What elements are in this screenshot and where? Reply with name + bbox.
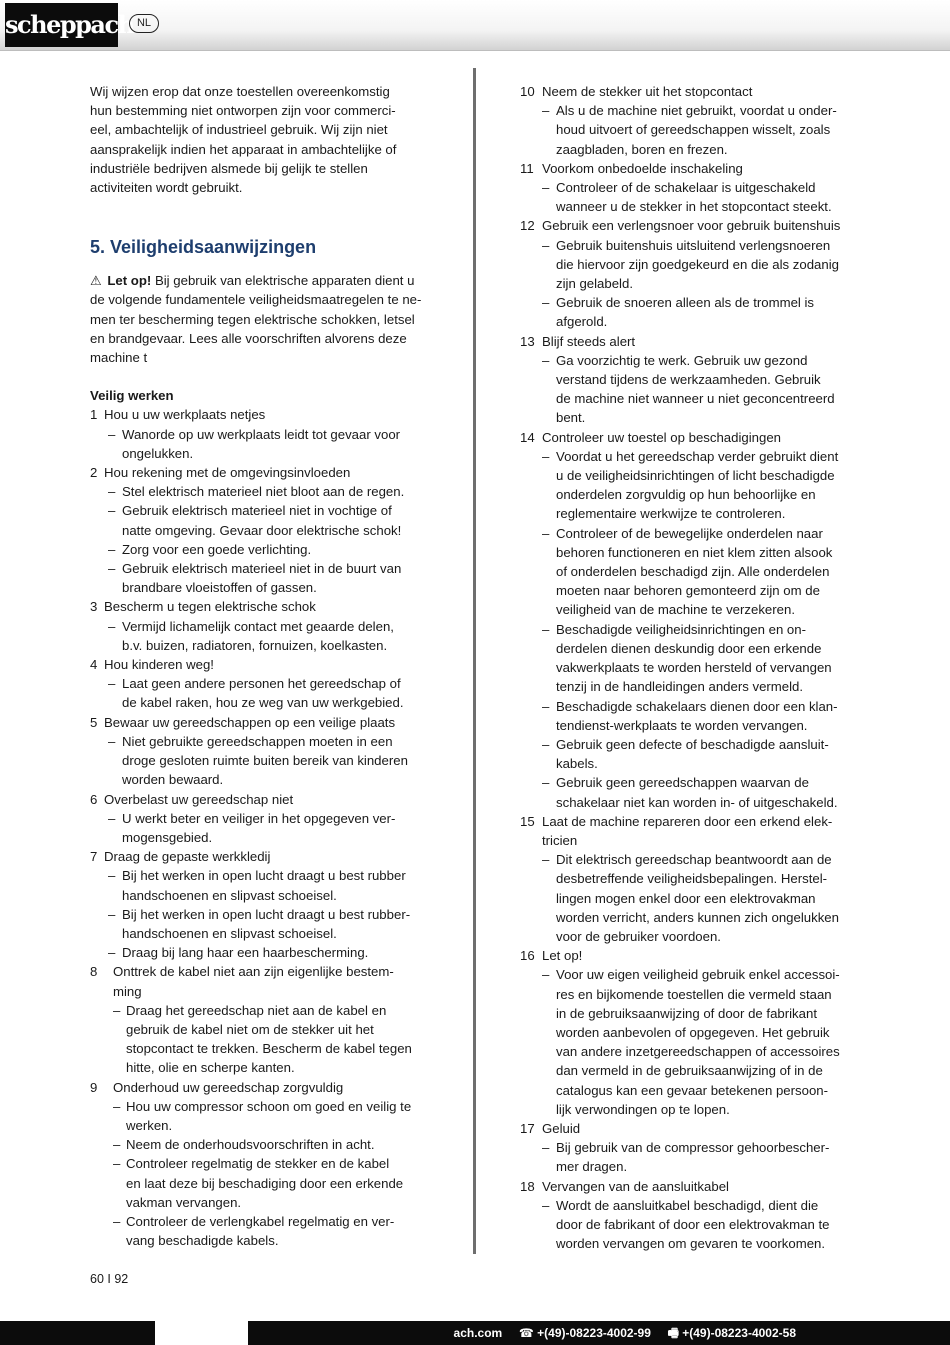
list-subitem-line: de machine niet wanneer u niet geconcentreerd (556, 391, 835, 407)
list-item-title (542, 159, 865, 178)
safety-list-right (520, 82, 865, 1253)
list-item-number: 16 (520, 948, 535, 964)
dash-bullet: – (542, 621, 550, 637)
dash-bullet: – (108, 810, 116, 826)
list-item-title-line: Bescherm u tegen elektrische schok (104, 599, 316, 615)
warning-line: men ter bescherming tegen elektrische schokken, letsel (90, 311, 415, 327)
list-subitem-line: natte omgeving. Gevaar door elektrische schok! (122, 522, 402, 538)
list-subitem-line: res en bijkomende toestellen die vermeld staan (556, 986, 832, 1002)
intro-line: eel, ambachtelijk of industrieel gebruik. Wij zijn niet (90, 122, 388, 138)
list-subitem-line: Vermijd lichamelijk contact met geaarde delen, (122, 618, 394, 634)
section-title: 5. Veiligheidsaanwijzingen (90, 237, 317, 258)
dash-bullet: – (108, 618, 116, 634)
list-subitem-text (122, 484, 404, 499)
list-subitem-line: door de fabrikant of door een elektrovakman te (556, 1216, 830, 1232)
list-subitem (113, 1212, 440, 1250)
dash-bullet: – (108, 945, 116, 961)
list-subitem-text (556, 238, 839, 291)
warning-paragraph (90, 271, 440, 367)
list-subitem-text (122, 619, 394, 653)
warning-line: de volgende fundamentele veiligheidsmaatregelen te ne- (90, 292, 422, 308)
header-bar (0, 0, 950, 51)
list-item-title-line: Onderhoud uw gereedschap zorgvuldig (113, 1079, 344, 1095)
list-item-title-line: tricien (542, 832, 578, 848)
dash-bullet: – (542, 852, 550, 868)
list-subitem-text (556, 449, 838, 522)
list-item-title (104, 405, 440, 424)
warning-line: en brandgevaar. Lees alle voorschriften alvorens deze (90, 330, 407, 346)
dash-bullet: – (113, 1137, 121, 1153)
list-item-title-line: Onttrek de kabel niet aan zijn eigenlijke bestem- (113, 964, 394, 980)
list-item-title-line: Overbelast uw gereedschap niet (104, 791, 294, 807)
list-subitem-line: vakwerkplaats te worden hersteld of vervangen (556, 660, 832, 676)
list-subitem-line: Neem de onderhoudsvoorschriften in acht. (126, 1137, 375, 1153)
list-item-number: 7 (90, 849, 98, 865)
list-subitem-line: de kabel raken, hou ze weg van uw werkgebied. (122, 695, 404, 711)
list-subitem-line: reglementaire werkwijze te controleren. (556, 506, 786, 522)
list-subitem (108, 559, 440, 597)
list-subitem (108, 501, 440, 539)
website-text: ach.com (453, 1326, 503, 1340)
list-subitem-text (556, 1140, 829, 1174)
list-subitem-line: Beschadigde schakelaars dienen door een klan- (556, 698, 838, 714)
list-subitem-line: Zorg voor een goede verlichting. (122, 541, 312, 557)
list-subitem (542, 447, 865, 524)
list-subitem-text (122, 561, 401, 595)
list-subitem-line: u de veiligheidsinrichtingen of licht beschadigde (556, 468, 835, 484)
list-item (90, 597, 440, 655)
dash-bullet: – (113, 1002, 121, 1018)
list-item-number: 17 (520, 1120, 535, 1136)
list-subitem-text (556, 295, 814, 329)
list-item (90, 655, 440, 713)
list-item-number: 9 (90, 1079, 98, 1095)
list-subitem-line: lijk verwondingen op te lopen. (556, 1101, 730, 1117)
list-subitem-text (556, 103, 837, 156)
warning-triangle-icon: ⚠ (90, 273, 102, 289)
list-subitem-line: Gebruik elektrisch materieel niet in vochtige of (122, 503, 392, 519)
list-item-number: 1 (90, 407, 98, 423)
list-subitem-line: Controleer of de schakelaar is uitgeschakeld (556, 180, 816, 196)
list-subitem-line: Voor uw eigen veiligheid gebruik enkel accessoi- (556, 967, 840, 983)
phone-number: ☎ +(49)-08223-4002-99 (518, 1326, 651, 1340)
list-item (520, 428, 865, 812)
dash-bullet: – (108, 676, 116, 692)
list-item-title-line: Voorkom onbedoelde inschakeling (542, 160, 743, 176)
list-item-title-line: Laat de machine repareren door een erkend elek- (542, 813, 833, 829)
dash-bullet: – (108, 484, 116, 500)
list-subitem-line: kabels. (556, 756, 598, 772)
list-item (520, 82, 865, 159)
list-item-number: 13 (520, 333, 535, 349)
list-item-title-line: Gebruik een verlengsnoer voor gebruik buitenshuis (542, 218, 841, 234)
list-item-number: 15 (520, 813, 535, 829)
list-item (90, 1078, 440, 1251)
list-subitem-line: of onderdelen beschadigd zijn. Alle onderdelen (556, 564, 830, 580)
dash-bullet: – (108, 503, 116, 519)
list-item (520, 1119, 865, 1177)
list-subitem-line: catalogus kan een gevaar betekenen persoon- (556, 1082, 829, 1098)
list-item (90, 962, 440, 1077)
list-subitem (113, 1154, 440, 1212)
dash-bullet: – (113, 1213, 121, 1229)
list-subitem (108, 866, 440, 904)
list-subitem (108, 732, 440, 790)
list-subitem-line: die hiervoor zijn goedgekeurd en die als zodanig (556, 256, 839, 272)
list-subitem-text (556, 1198, 829, 1251)
list-subitem-text (556, 699, 838, 733)
list-subitem-text (556, 775, 838, 809)
dash-bullet: – (542, 967, 550, 983)
list-subitem-line: U werkt beter en veiliger in het opgegeven ver- (122, 810, 396, 826)
list-subitem-line: Controleer of de bewegelijke onderdelen naar (556, 525, 823, 541)
list-subitem-line: Ga voorzichtig te werk. Gebruik uw gezond (556, 352, 808, 368)
list-subitem (542, 524, 865, 620)
dash-bullet: – (542, 525, 550, 541)
list-item-number: 2 (90, 465, 98, 481)
right-column (520, 82, 865, 1253)
list-item-title (104, 597, 440, 616)
left-column (90, 82, 440, 1250)
language-badge: NL (129, 14, 159, 33)
list-subitem-text (126, 1003, 412, 1076)
list-item-title-line: Hou u uw werkplaats netjes (104, 407, 266, 423)
list-item-title-line: Controleer uw toestel op beschadigingen (542, 429, 781, 445)
dash-bullet: – (542, 180, 550, 196)
list-subitem-line: zijn gelabeld. (556, 276, 633, 292)
list-subitem-line: Gebruik geen gereedschappen waarvan de (556, 775, 809, 791)
dash-bullet: – (113, 1098, 121, 1114)
list-subitem-line: b.v. buizen, radiatoren, fornuizen, koelkasten. (122, 637, 388, 653)
list-subitem (542, 965, 865, 1119)
list-item (520, 159, 865, 217)
list-item-title (104, 655, 440, 674)
column-divider (473, 68, 476, 1254)
list-subitem-line: hitte, olie en scherpe kanten. (126, 1060, 295, 1076)
list-subitem-line: veiligheid van de machine te verzekeren. (556, 602, 795, 618)
list-item-title-line: Hou rekening met de omgevingsinvloeden (104, 465, 351, 481)
list-item (520, 216, 865, 331)
list-subitem-line: Voordat u het gereedschap verder gebruikt dient (556, 448, 839, 464)
intro-paragraph (90, 82, 440, 197)
list-subitem-line: dan vermeld in de gebruiksaanwijzing of in de (556, 1063, 823, 1079)
list-subitem-line: mogensgebied. (122, 829, 213, 845)
list-subitem (542, 178, 865, 216)
list-item-number: 6 (90, 791, 98, 807)
list-subitem (542, 101, 865, 159)
list-subitem-line: Gebruik elektrisch materieel niet in de buurt van (122, 561, 402, 577)
list-subitem-line: Dit elektrisch gereedschap beantwoordt aan de (556, 852, 832, 868)
fax-number: 🖷 +(49)-08223-4002-58 (667, 1326, 796, 1340)
list-item (90, 847, 440, 962)
list-subitem-line: Bij het werken in open lucht draagt u best rubber- (122, 906, 411, 922)
list-item-title-line: Hou kinderen weg! (104, 657, 214, 673)
list-subitem-line: worden aanbevolen of opgegeven. Het gebruik (556, 1024, 830, 1040)
list-subitem (108, 482, 440, 501)
dash-bullet: – (542, 352, 550, 368)
list-item-number: 18 (520, 1178, 535, 1194)
list-subitem-text (556, 737, 829, 771)
list-subitem (542, 1138, 865, 1176)
dash-bullet: – (108, 426, 116, 442)
list-item (90, 463, 440, 597)
list-item-title-line: Let op! (542, 948, 583, 964)
list-item-number: 14 (520, 429, 535, 445)
list-subitem-text (122, 503, 401, 537)
list-subitem-line: Draag het gereedschap niet aan de kabel en (126, 1002, 387, 1018)
list-item-title-line: Draag de gepaste werkkledij (104, 849, 271, 865)
dash-bullet: – (108, 733, 116, 749)
list-subitem-text (122, 676, 404, 710)
dash-bullet: – (542, 295, 550, 311)
dash-bullet: – (542, 775, 550, 791)
dash-bullet: – (542, 698, 550, 714)
list-subitem (542, 735, 865, 773)
list-subitem-line: brandbare vloeistoffen of gassen. (122, 580, 317, 596)
list-subitem-line: Hou uw compressor schoon om goed en veilig te (126, 1098, 412, 1114)
list-subitem-line: stopcontact te trekken. Bescherm de kabel tegen (126, 1041, 412, 1057)
intro-line: industriële bedrijven alsmede bij gelijk te stellen (90, 160, 368, 176)
list-item-number: 11 (520, 160, 534, 176)
list-subitem-line: Gebruik geen defecte of beschadigde aansluit- (556, 736, 829, 752)
footer-white-block (155, 1321, 248, 1345)
list-subitem (108, 540, 440, 559)
list-item-number: 3 (90, 599, 98, 615)
dash-bullet: – (542, 237, 550, 253)
list-item-number: 10 (520, 84, 535, 99)
list-subitem (108, 674, 440, 712)
list-subitem-line: bent. (556, 410, 586, 426)
list-subitem-line: worden vervangen om gevaren te voorkomen. (556, 1236, 826, 1252)
list-subitem-line: in de gebruiksaanwijzing of door de fabrikant (556, 1005, 817, 1021)
dash-bullet: – (542, 1197, 550, 1213)
list-subitem (108, 905, 440, 943)
list-item-title (542, 216, 865, 235)
list-subitem-line: ongelukken. (122, 445, 194, 461)
list-subitem-text (126, 1099, 411, 1133)
list-subitem-text (122, 945, 368, 960)
list-subitem-line: gebruik de kabel niet om de stekker uit het (126, 1021, 374, 1037)
list-item-title (542, 1119, 865, 1138)
list-item-title (113, 962, 440, 1000)
footer-contact (454, 1321, 796, 1345)
list-subitem-line: Als u de machine niet gebruikt, voordat u onder- (556, 103, 837, 119)
list-item-title (113, 1078, 440, 1097)
list-item-title (542, 332, 865, 351)
list-subitem-text (122, 907, 410, 941)
list-item (90, 405, 440, 463)
intro-line: aansprakelijk indien het apparaat in ambachtelijke of (90, 141, 397, 157)
list-subitem (113, 1001, 440, 1078)
list-subitem (113, 1135, 440, 1154)
list-subitem-line: vakman vervangen. (126, 1194, 242, 1210)
list-subitem-line: worden verricht, anders kunnen zich ongelukken (556, 909, 839, 925)
list-subitem-text (126, 1156, 403, 1209)
list-subitem-line: derdelen dienen deskundig door een erkende (556, 640, 822, 656)
list-subitem-line: schakelaar niet kan worden in- of uitgeschakeld. (556, 794, 838, 810)
list-item (90, 790, 440, 848)
list-item-title (104, 847, 440, 866)
list-subitem-text (556, 622, 832, 695)
list-subitem (542, 850, 865, 946)
list-subitem-line: tenzij in de handleidingen anders vermeld. (556, 679, 804, 695)
list-item (520, 812, 865, 946)
list-subitem-line: afgerold. (556, 314, 608, 330)
dash-bullet: – (113, 1156, 121, 1172)
list-subitem-line: desbetreffende veiligheidsbepalingen. Herstel- (556, 871, 828, 887)
list-item (520, 332, 865, 428)
list-subitem (542, 293, 865, 331)
warning-label: Let op! (107, 273, 152, 289)
list-item-title (542, 1177, 865, 1196)
list-subitem (108, 943, 440, 962)
list-item-title (542, 428, 865, 447)
dash-bullet: – (542, 103, 550, 119)
list-subitem-line: tendienst-werkplaats te worden vervangen. (556, 717, 808, 733)
list-subitem-text (126, 1137, 375, 1152)
list-subitem-line: Stel elektrisch materieel niet bloot aan de regen. (122, 484, 405, 500)
list-subitem-line: Beschadigde veiligheidsinrichtingen en on- (556, 621, 806, 637)
list-subitem-line: Niet gebruikte gereedschappen moeten in een (122, 733, 393, 749)
list-subitem-text (122, 734, 408, 787)
list-subitem-line: onderdelen zorgvuldig op hun behoorlijke en (556, 487, 816, 503)
warning-line: Bij gebruik van elektrische apparaten dient u (154, 273, 415, 289)
list-subitem-line: moeten naar behoren gemonteerd zijn om de (556, 583, 820, 599)
footer-bar (0, 1321, 950, 1345)
list-item-title-line: Bewaar uw gereedschappen op een veilige plaats (104, 714, 396, 730)
list-subitem (542, 620, 865, 697)
dash-bullet: – (108, 561, 116, 577)
list-subitem-line: zaagbladen, boren en frezen. (556, 141, 728, 157)
list-item-title (542, 812, 865, 850)
list-subitem (542, 1196, 865, 1254)
list-subitem-line: Laat geen andere personen het gereedschap of (122, 676, 401, 692)
list-subitem-line: werken. (126, 1117, 173, 1133)
list-item (520, 1177, 865, 1254)
list-subitem-line: van andere inzetgereedschappen of accessoires (556, 1044, 840, 1060)
list-item-number: 5 (90, 714, 98, 730)
list-subitem-line: droge gesloten ruimte buiten bereik van kinderen (122, 753, 408, 769)
safety-list-left (90, 405, 440, 1250)
list-subitem-text (122, 427, 400, 461)
list-item-title (104, 463, 440, 482)
list-subitem-line: handschoenen en slipvast schoeisel. (122, 887, 337, 903)
dash-bullet: – (542, 736, 550, 752)
list-subitem-line: Draag bij lang haar een haarbescherming. (122, 945, 369, 961)
list-item (90, 713, 440, 790)
list-item-title-line: ming (113, 983, 142, 999)
list-subitem-line: wanneer u de stekker in het stopcontact steekt. (556, 199, 832, 215)
list-subitem-line: lingen mogen enkel door een elektrovakman (556, 890, 816, 906)
list-item-title-line: Neem de stekker uit het stopcontact (542, 84, 753, 99)
list-subitem-line: Bij het werken in open lucht draagt u best rubber (122, 868, 406, 884)
list-item-title (104, 713, 440, 732)
list-subitem-line: Gebruik de snoeren alleen als de trommel is (556, 295, 815, 311)
list-subitem-line: Controleer de verlengkabel regelmatig en ver- (126, 1213, 395, 1229)
list-item-title-line: Geluid (542, 1120, 581, 1136)
list-subitem-line: Wordt de aansluitkabel beschadigd, dient die (556, 1197, 819, 1213)
list-subitem-line: handschoenen en slipvast schoeisel. (122, 925, 337, 941)
list-subitem-line: Controleer regelmatig de stekker en de kabel (126, 1156, 390, 1172)
list-item-title (104, 790, 440, 809)
list-subitem-line: houd uitvoert of gereedschappen wisselt, zoals (556, 122, 831, 138)
dash-bullet: – (108, 541, 116, 557)
list-subitem (108, 425, 440, 463)
list-subitem-line: worden bewaard. (122, 772, 224, 788)
list-subitem (542, 236, 865, 294)
scheppach-logo: scheppach (5, 3, 118, 47)
list-subitem-line: Wanorde op uw werkplaats leidt tot gevaar voor (122, 426, 401, 442)
list-subitem (542, 351, 865, 428)
list-item-title-line: Blijf steeds alert (542, 333, 636, 349)
list-subitem (108, 617, 440, 655)
dash-bullet: – (542, 1140, 550, 1156)
list-subitem-text (122, 811, 395, 845)
list-subitem-line: mer dragen. (556, 1159, 628, 1175)
list-item-title (542, 82, 865, 101)
list-subitem-line: Gebruik buitenshuis uitsluitend verlengsnoeren (556, 237, 831, 253)
list-item-number: 8 (90, 964, 98, 980)
list-subitem (542, 773, 865, 811)
list-subitem-text (556, 967, 840, 1116)
list-subitem-text (126, 1214, 394, 1248)
subheading-veilig-werken: Veilig werken (90, 388, 174, 404)
list-item-number: 4 (90, 657, 98, 673)
intro-line: Wij wijzen erop dat onze toestellen overeenkomstig (90, 84, 390, 99)
page-number: 60 I 92 (90, 1272, 129, 1286)
list-subitem-text (556, 180, 832, 214)
list-subitem-text (122, 868, 406, 902)
list-subitem-line: verstand tijdens de werkzaamheden. Gebruik (556, 372, 821, 388)
list-item (520, 946, 865, 1119)
list-subitem-line: vang beschadigde kabels. (126, 1233, 279, 1249)
list-subitem-line: voor de gebruiker voordoen. (556, 928, 721, 944)
dash-bullet: – (108, 906, 116, 922)
list-item-title (542, 946, 865, 965)
list-subitem (113, 1097, 440, 1135)
list-subitem-line: Bij gebruik van de compressor gehoorbescher- (556, 1140, 830, 1156)
list-subitem-text (556, 852, 839, 944)
warning-line: machine t (90, 350, 148, 366)
list-subitem (108, 809, 440, 847)
dash-bullet: – (542, 448, 550, 464)
list-subitem-line: en laat deze bij beschadiging door een erkende (126, 1175, 404, 1191)
list-subitem-line: behoren functioneren en niet klem zitten alsook (556, 544, 833, 560)
list-item-number: 12 (520, 218, 535, 234)
list-subitem-text (556, 526, 832, 618)
list-subitem-text (122, 542, 311, 557)
list-item-title-line: Vervangen van de aansluitkabel (542, 1178, 729, 1194)
list-subitem-text (556, 353, 835, 426)
dash-bullet: – (108, 868, 116, 884)
intro-line: hun bestemming niet ontworpen zijn voor commerci- (90, 103, 396, 119)
intro-line: activiteiten wordt gebruikt. (90, 180, 243, 196)
list-subitem (542, 697, 865, 735)
